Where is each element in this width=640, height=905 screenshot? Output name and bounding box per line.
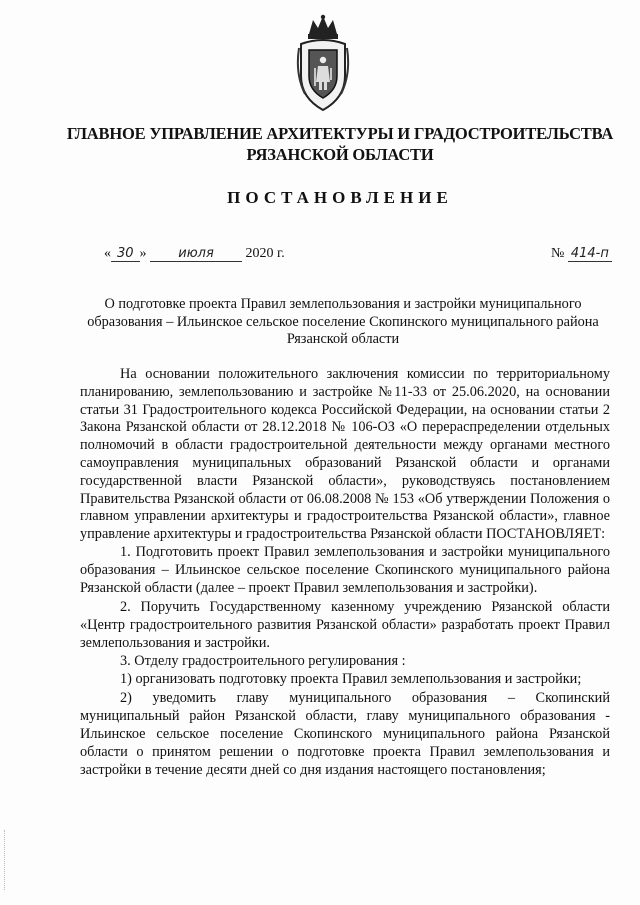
paragraph-preamble: На основании положительного заключения комиссии по территориальному планированию, землепользованию и застройке №11-33 от 25.06.2020, на основании статьи 31 Градостроительного кодекса Российской Федерации, на основании статьи 2 Закона Рязанской области от 28.12.2018 № 106-ОЗ «О перераспределении отдельных полномочий в области градостроительной деятельности между органами местного самоуправления муниципальных образований Рязанской области и органами государственной власти Рязанской области», руководствуясь постановлением Правительства Рязанской области от 06.08.2008 № 153 «Об утверждении Положения о главном управлении архитектуры и градостроительства Рязанской области», главное управление архитектуры и градостроительства Рязанской области ПОСТАНОВЛЯЕТ: (80, 366, 610, 543)
organization-name-line2: РЯЗАНСКОЙ ОБЛАСТИ (246, 145, 434, 164)
document-type-title: ПОСТАНОВЛЕНИЕ (227, 188, 453, 207)
number-value: 414-п (568, 247, 612, 262)
document-date: « 30 » июля 2020 г. (104, 246, 285, 261)
paragraph-item-3-1: 1) организовать подготовку проекта Правил землепользования и застройки; (120, 670, 582, 687)
date-month: июля (150, 247, 242, 262)
date-day: 30 (111, 247, 140, 262)
number-prefix: № (551, 246, 565, 261)
paragraph-item-3: 3. Отделу градостроительного регулирования : (120, 652, 406, 669)
document-number (551, 246, 612, 262)
organization-name-line1: ГЛАВНОЕ УПРАВЛЕНИЕ АРХИТЕКТУРЫ И ГРАДОСТРОИТЕЛЬСТВА (66, 124, 614, 143)
ryazan-coat-of-arms-icon (295, 14, 351, 114)
paragraph-item-1: 1. Подготовить проект Правил землепользования и застройки муниципального образования – Ильинское сельское поселение Скопинского муниципального района Рязанской области (далее – проект Правил землепользования и застройки). (80, 543, 610, 596)
document-subject: О подготовке проекта Правил землепользования и застройки муниципального образования – Ильинское сельское поселение Скопинского муниципального района Рязанской области (87, 296, 599, 347)
date-year: 2020 г. (245, 246, 285, 261)
scan-edge-marks (4, 830, 7, 890)
paragraph-item-3-2: 2) уведомить главу муниципального образования – Скопинский муниципальный район Рязанской области, главу муниципального образования - Ильинское сельское поселение Скопинского муниципального района Рязанской области о принятом решении о подготовке проекта Правил землепользования и застройки в течение десяти дней со дня издания настоящего постановления; (80, 690, 610, 778)
document-body (80, 366, 610, 779)
paragraph-item-2: 2. Поручить Государственному казенному учреждению Рязанской области «Центр градостроительного развития Рязанской области» разработать проект Правил землепользования и застройки. (80, 599, 610, 651)
